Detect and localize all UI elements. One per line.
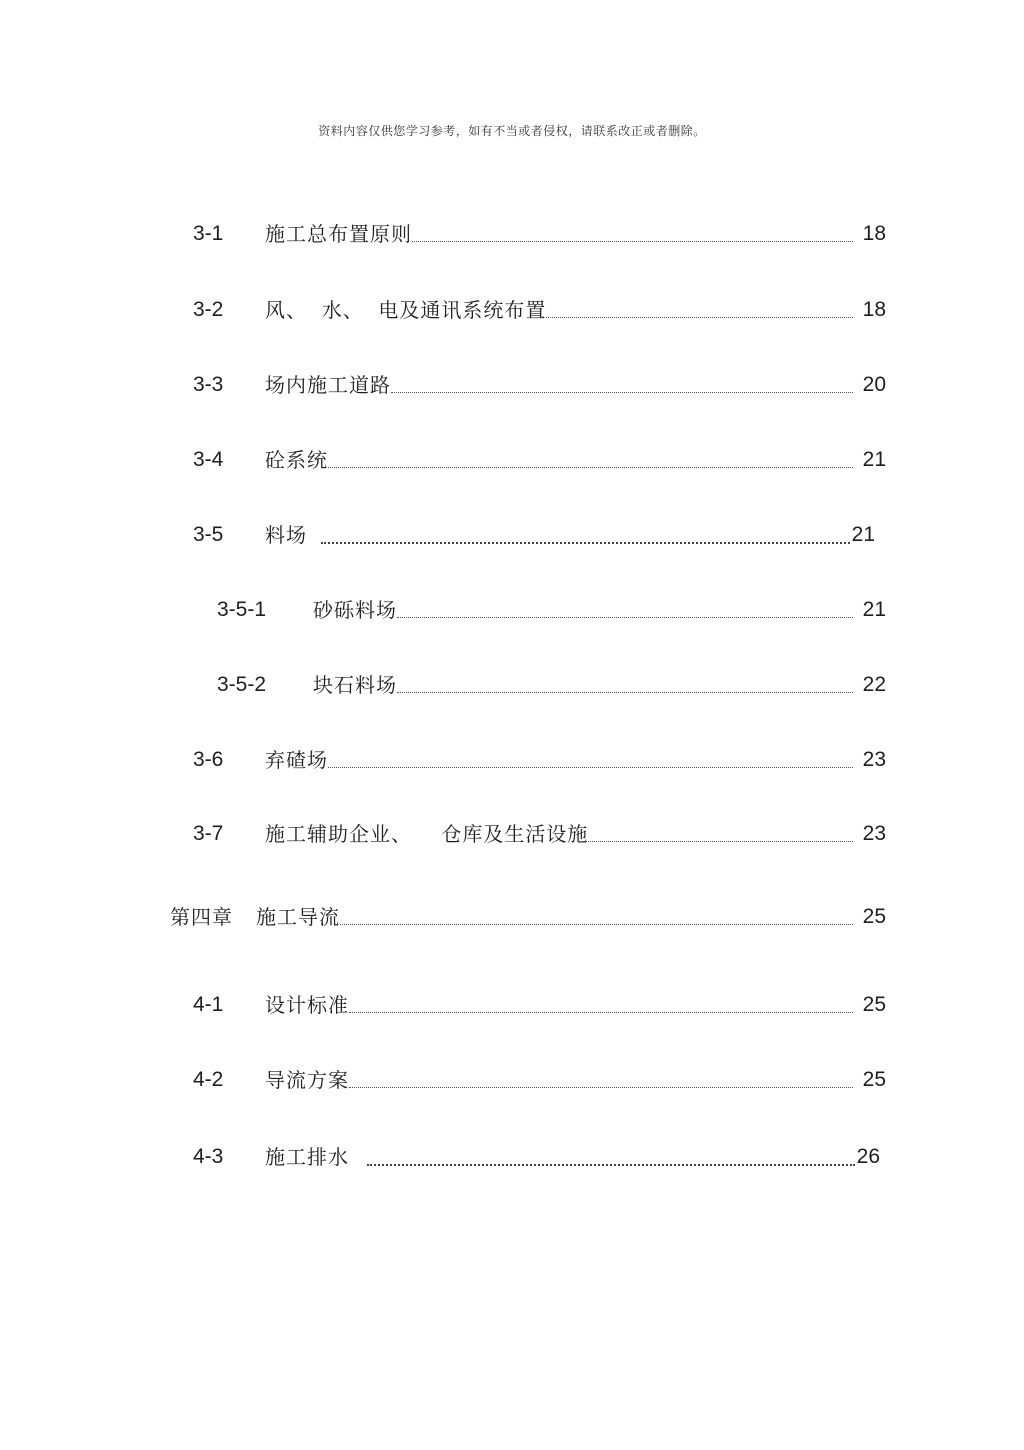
toc-dot-leader [321,542,850,544]
toc-entry-title: 设计标准 [265,993,349,1017]
toc-dot-leader [397,692,853,693]
toc-entry-number: 3-5 [193,523,224,546]
toc-entry-number: 3-5-2 [217,673,267,696]
toc-entry-page: 21 [851,523,875,546]
toc-entry-title: 砼系统 [265,448,328,472]
toc-dot-leader [588,841,852,842]
toc-dot-leader [412,241,853,242]
toc-entry-number: 3-4 [193,448,224,471]
toc-entry-3-6[interactable] [193,744,886,776]
toc-entry-3-1[interactable] [193,218,886,250]
toc-entry-number: 3-5-1 [217,598,267,621]
toc-entry-page: 20 [862,373,886,396]
toc-entry-title: 料场 [265,523,307,547]
toc-entry-title: 导流方案 [265,1068,349,1092]
toc-entry-page: 22 [862,673,886,696]
toc-entry-title: 施工排水 [265,1145,349,1169]
toc-entry-title: 场内施工道路 [265,373,391,397]
toc-entry-number: 3-1 [193,222,224,245]
toc-entry-3-5-2[interactable] [217,669,886,701]
toc-entry-title: 砂砾料场 [313,598,397,622]
toc-entry-number: 4-1 [193,993,224,1016]
toc-entry-number: 3-7 [193,822,224,845]
toc-entry-4-3[interactable] [193,1141,880,1173]
toc-dot-leader [367,1164,855,1166]
header-disclaimer: 资料内容仅供您学习参考，如有不当或者侵权，请联系改正或者删除。 [318,124,706,138]
toc-entry-page: 18 [862,298,886,321]
toc-entry-page: 23 [862,822,886,845]
toc-entry-title: 施工总布置原则 [265,222,412,246]
toc-entry-page: 25 [862,993,886,1016]
toc-entry-page: 25 [862,1068,886,1091]
toc-entry-number: 4-3 [193,1145,224,1168]
toc-entry-3-2[interactable] [193,294,886,326]
toc-entry-chapter-4[interactable] [170,901,886,933]
toc-entry-page: 21 [862,448,886,471]
toc-dot-leader [391,392,853,393]
toc-entry-3-5[interactable] [193,519,875,551]
toc-entry-title: 弃碴场 [265,748,328,772]
toc-dot-leader [349,1087,853,1088]
toc-entry-number: 第四章 [170,905,233,929]
toc-entry-page: 23 [862,748,886,771]
toc-dot-leader [328,467,853,468]
toc-entry-4-2[interactable] [193,1064,886,1096]
toc-entry-number: 3-3 [193,373,224,396]
toc-entry-page: 21 [862,598,886,621]
toc-entry-3-7[interactable] [193,818,886,850]
toc-entry-3-4[interactable] [193,444,886,476]
toc-dot-leader [328,767,853,768]
toc-dot-leader [397,617,853,618]
toc-entry-title: 施工导流 [256,905,340,929]
toc-entry-page: 25 [862,905,886,928]
toc-entry-number: 4-2 [193,1068,224,1091]
toc-entry-number: 3-6 [193,748,224,771]
toc-entry-title: 块石料场 [313,673,397,697]
toc-entry-title: 施工辅助企业、 仓库及生活设施 [265,822,589,846]
toc-entry-4-1[interactable] [193,989,886,1021]
toc-dot-leader [340,924,853,925]
toc-dot-leader [546,317,852,318]
toc-entry-page: 26 [856,1145,880,1168]
toc-entry-title: 风、 水、 电及通讯系统布置 [265,298,547,322]
toc-entry-number: 3-2 [193,298,224,321]
toc-dot-leader [349,1012,853,1013]
toc-entry-3-5-1[interactable] [217,594,886,626]
toc-entry-3-3[interactable] [193,369,886,401]
toc-entry-page: 18 [862,222,886,245]
